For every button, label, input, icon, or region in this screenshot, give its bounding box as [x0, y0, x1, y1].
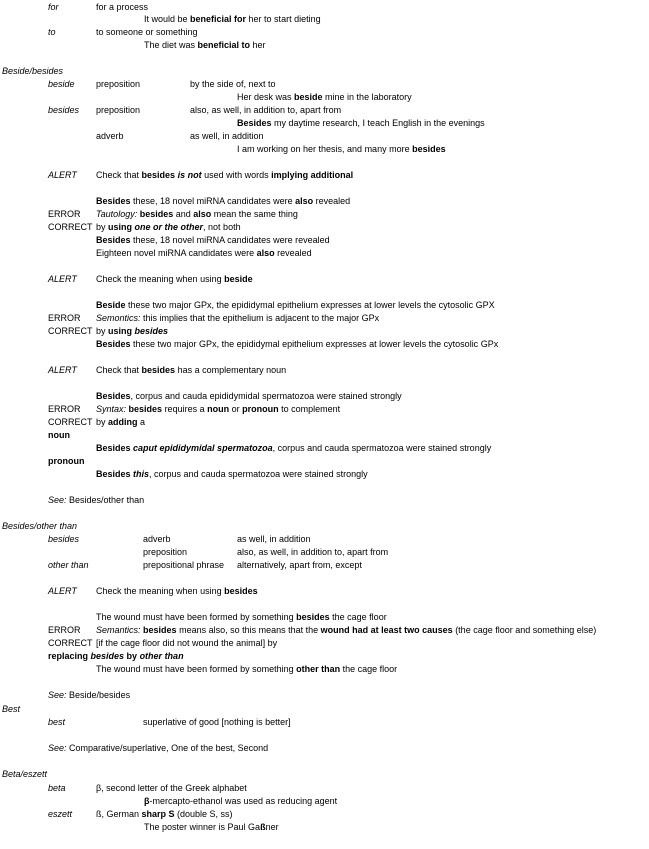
section-heading-besides-other-than: Besides/other than	[2, 521, 78, 531]
text-run: Semontics:	[96, 313, 141, 323]
entry-word-for: for	[48, 2, 59, 12]
error-label: ERROR	[48, 313, 81, 323]
see-label: See:	[48, 690, 67, 700]
correct-message	[96, 223, 241, 232]
text-run: , corpus and cauda epididymidal spermatozoa were stained strongly	[130, 391, 402, 401]
text-run: Besides	[96, 339, 131, 349]
text-run: replacing	[48, 651, 91, 661]
text-run: other than	[139, 651, 184, 661]
correct-label: CORRECT	[48, 326, 93, 336]
text-run: The wound must have been formed by something	[96, 664, 297, 674]
example-besides-preposition	[237, 119, 485, 128]
see-also-link[interactable]: Comparative/superlative, One of the best, Second	[69, 743, 269, 753]
error-message	[96, 210, 298, 219]
alert-message	[96, 275, 253, 284]
text-run: revealed	[274, 248, 312, 258]
example-to	[144, 41, 266, 50]
text-run: Syntax:	[96, 404, 127, 414]
correct-example-noun	[96, 444, 491, 453]
text-run: implying additional	[271, 170, 354, 180]
definition-besides-adverb: as well, in addition	[190, 131, 264, 141]
text-run: besides	[296, 612, 330, 622]
text-run: , corpus and cauda spermatozoa were stained strongly	[272, 443, 492, 453]
text-run: besides	[224, 586, 258, 596]
entry-word-other-than: other than	[48, 560, 89, 570]
text-run: or	[229, 404, 243, 414]
section-heading-beta-eszett: Beta/eszett	[2, 769, 48, 779]
text-run: besides	[141, 170, 176, 180]
entry-word-besides: besides	[48, 534, 80, 544]
noun-label: noun	[48, 430, 70, 440]
text-run: wound had at least two causes	[320, 625, 453, 635]
alert-label: ALERT	[48, 170, 77, 180]
alert-example	[96, 301, 495, 310]
correct-example	[96, 236, 330, 245]
text-run: means also, so this means that the	[176, 625, 321, 635]
text-run: by	[96, 417, 109, 427]
text-run: Besides	[96, 443, 131, 453]
entry-word-beta: beta	[48, 783, 66, 793]
correct-message	[96, 639, 277, 648]
text-run: (the cage floor and something else)	[452, 625, 597, 635]
text-run: beneficial to	[197, 40, 251, 50]
pos-other-than: prepositional phrase	[143, 560, 225, 570]
text-run: used with words	[201, 170, 272, 180]
text-run: noun	[207, 404, 230, 414]
example-for	[144, 15, 321, 24]
text-run: caput epididymidal spermatozoa	[133, 443, 273, 453]
error-message	[96, 314, 379, 323]
text-run: (double S, ss)	[174, 809, 233, 819]
text-run: mine in the laboratory	[322, 92, 412, 102]
text-run: my daytime research, I teach English in the evenings	[271, 118, 485, 128]
text-run: besides	[128, 404, 163, 414]
text-run: ß	[260, 822, 266, 832]
alert-example	[96, 613, 387, 622]
pos-besides-preposition: preposition	[96, 105, 141, 115]
text-run: Semantics:	[96, 625, 141, 635]
text-run: her	[250, 40, 266, 50]
correct-example	[96, 340, 498, 349]
definition-besides-preposition: also, as well, in addition to, apart from	[190, 105, 342, 115]
example-besides-adverb	[237, 145, 446, 154]
see-label: See:	[48, 743, 67, 753]
entry-word-best: best	[48, 717, 66, 727]
text-run: besides	[141, 365, 176, 375]
text-run: ß, German	[96, 809, 142, 819]
correct-label: CORRECT	[48, 222, 93, 232]
text-run: sharp S	[141, 809, 175, 819]
text-run: The poster winner is Paul Ga	[144, 822, 261, 832]
text-run: has a complementary noun	[175, 365, 287, 375]
entry-word-besides: besides	[48, 105, 80, 115]
definition-to: to someone or something	[96, 27, 198, 37]
see-also	[48, 496, 144, 505]
text-run: besides	[412, 144, 446, 154]
alert-example	[96, 392, 402, 401]
alert-message	[96, 366, 286, 375]
text-run: I am working on her thesis, and many more	[237, 144, 413, 154]
text-run: beside	[224, 274, 253, 284]
text-run: Eighteen novel miRNA candidates were	[96, 248, 257, 258]
text-run: is not	[177, 170, 202, 180]
entry-word-to: to	[48, 27, 56, 37]
text-run: this implies that the epithelium is adjacent to the major GPx	[140, 313, 380, 323]
correct-label: CORRECT	[48, 417, 93, 427]
text-run: The diet was	[144, 40, 198, 50]
text-run: Her desk was	[237, 92, 295, 102]
pos-besides-adverb: adverb	[96, 131, 124, 141]
definition-besides-adverb: as well, in addition	[237, 534, 311, 544]
see-label: See:	[48, 495, 67, 505]
text-run: by	[96, 222, 109, 232]
text-run: besides	[139, 209, 174, 219]
see-also-link[interactable]: Beside/besides	[69, 690, 131, 700]
error-message	[96, 626, 596, 635]
pos-besides-preposition: preposition	[143, 547, 188, 557]
correct-example	[96, 249, 312, 258]
text-run: mean the same thing	[211, 209, 298, 219]
see-also	[48, 744, 268, 753]
text-run: her to start dieting	[246, 14, 321, 24]
text-run: beside	[294, 92, 323, 102]
text-run: and	[173, 209, 194, 219]
correct-label: CORRECT	[48, 638, 93, 648]
text-run: the cage floor	[329, 612, 387, 622]
text-run: Besides	[96, 196, 131, 206]
pos-beside: preposition	[96, 79, 141, 89]
example-eszett	[144, 823, 279, 832]
text-run: Check that	[96, 170, 142, 180]
alert-label: ALERT	[48, 586, 77, 596]
text-run: the cage floor	[340, 664, 398, 674]
alert-message	[96, 171, 353, 180]
pronoun-label: pronoun	[48, 456, 85, 466]
correct-example	[96, 665, 397, 674]
text-run: also	[256, 248, 275, 258]
alert-label: ALERT	[48, 365, 77, 375]
correct-example-pronoun	[96, 470, 368, 479]
text-run: these, 18 novel miRNA candidates were revealed	[130, 235, 330, 245]
pos-besides-adverb: adverb	[143, 534, 171, 544]
error-label: ERROR	[48, 625, 81, 635]
correct-message	[96, 418, 145, 427]
definition-for: for a process	[96, 2, 149, 12]
text-run: other than	[296, 664, 341, 674]
text-run: -mercapto-ethanol was used as reducing agent	[149, 796, 338, 806]
text-run: requires a	[162, 404, 208, 414]
error-label: ERROR	[48, 209, 81, 219]
text-run: these, 18 novel miRNA candidates were	[130, 196, 296, 206]
definition-beta: β, second letter of the Greek alphabet	[96, 783, 247, 793]
definition-best: superlative of good [nothing is better]	[143, 717, 291, 727]
see-also	[48, 691, 130, 700]
text-run: by	[96, 326, 109, 336]
text-run: Besides	[96, 391, 131, 401]
entry-word-eszett: eszett	[48, 809, 73, 819]
section-heading-beside-besides: Beside/besides	[2, 66, 64, 76]
text-run: using	[108, 326, 133, 336]
alert-example	[96, 197, 350, 206]
alert-label: ALERT	[48, 274, 77, 284]
text-run: , not both	[203, 222, 241, 232]
text-run: Check the meaning when using	[96, 586, 225, 596]
text-run: Check the meaning when using	[96, 274, 225, 284]
alert-message	[96, 587, 258, 596]
text-run: [if the cage floor did not wound the animal] by	[96, 638, 278, 648]
text-run: , corpus and cauda spermatozoa were stained strongly	[149, 469, 368, 479]
text-run: by	[124, 651, 140, 661]
correct-replacing	[48, 652, 184, 661]
text-run: besides	[143, 625, 177, 635]
text-run: besides	[90, 651, 125, 661]
text-run: to complement	[278, 404, 341, 414]
text-run: also	[193, 209, 212, 219]
text-run: using	[108, 222, 133, 232]
text-run: a	[137, 417, 146, 427]
correct-message	[96, 327, 168, 336]
text-run: β	[144, 796, 150, 806]
example-beta	[144, 797, 337, 806]
text-run: beneficial for	[190, 14, 247, 24]
example-beside	[237, 93, 412, 102]
text-run: It would be	[144, 14, 191, 24]
text-run: one or the other	[134, 222, 204, 232]
text-run: Beside	[96, 300, 126, 310]
text-run: these two major GPx, the epididymal epithelium expresses at lower levels the cytosolic GPx	[130, 339, 499, 349]
text-run: The wound must have been formed by something	[96, 612, 297, 622]
text-run: Tautology:	[96, 209, 138, 219]
definition-beside: by the side of, next to	[190, 79, 276, 89]
text-run: Besides	[96, 469, 134, 479]
see-also-link[interactable]: Besides/other than	[69, 495, 145, 505]
text-run: adding	[108, 417, 138, 427]
definition-eszett	[96, 810, 233, 819]
text-run: these two major GPx, the epididymal epithelium expresses at lower levels the cytosolic GPX	[125, 300, 495, 310]
text-run: also	[295, 196, 314, 206]
error-label: ERROR	[48, 404, 81, 414]
text-run: revealed	[313, 196, 351, 206]
text-run: this	[133, 469, 150, 479]
definition-other-than: alternatively, apart from, except	[237, 560, 362, 570]
definition-besides-preposition: also, as well, in addition to, apart from	[237, 547, 389, 557]
section-heading-best: Best	[2, 704, 21, 714]
text-run: pronoun	[242, 404, 279, 414]
entry-word-beside: beside	[48, 79, 75, 89]
text-run: besides	[134, 326, 169, 336]
text-run: Besides	[96, 235, 131, 245]
text-run: Besides	[237, 118, 272, 128]
text-run: Check that	[96, 365, 142, 375]
error-message	[96, 405, 340, 414]
text-run: ner	[265, 822, 279, 832]
